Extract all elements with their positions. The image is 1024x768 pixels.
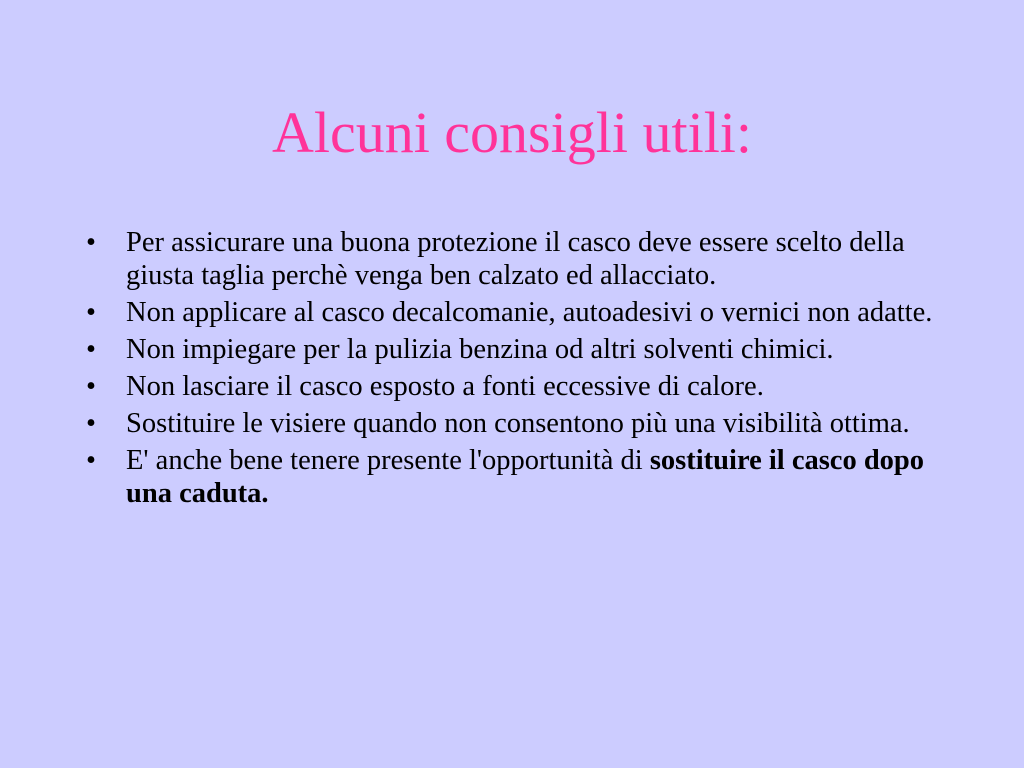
bullet-text: Non lasciare il casco esposto a fonti eccessive di calore. [126, 371, 764, 402]
bullet-text: Sostituire le visiere quando non consentono più una visibilità ottima. [126, 408, 910, 439]
bullet-icon: • [86, 445, 96, 476]
bullet-icon: • [86, 227, 96, 258]
bullet-icon: • [86, 371, 96, 402]
bullet-list [86, 226, 956, 514]
list-item [86, 333, 956, 366]
bullet-icon: • [86, 297, 96, 328]
bullet-icon: • [86, 408, 96, 439]
slide-title: Alcuni consigli utili: [271, 100, 753, 165]
list-item [86, 296, 956, 329]
bullet-text: Per assicurare una buona protezione il casco deve essere scelto della giusta taglia perchè venga ben calzato ed allacciato. [126, 227, 905, 291]
bullet-text: Non applicare al casco decalcomanie, autoadesivi o vernici non adatte. [126, 297, 933, 328]
bullet-text: E' anche bene tenere presente l'opportunità di [126, 445, 650, 476]
list-item [86, 226, 956, 292]
bullet-icon: • [86, 334, 96, 365]
list-item [86, 444, 956, 510]
bullet-emphasis: sostituire il casco dopo una caduta. [126, 445, 925, 509]
list-item [86, 407, 956, 440]
list-item [86, 370, 956, 403]
bullet-text: Non impiegare per la pulizia benzina od altri solventi chimici. [126, 334, 834, 365]
